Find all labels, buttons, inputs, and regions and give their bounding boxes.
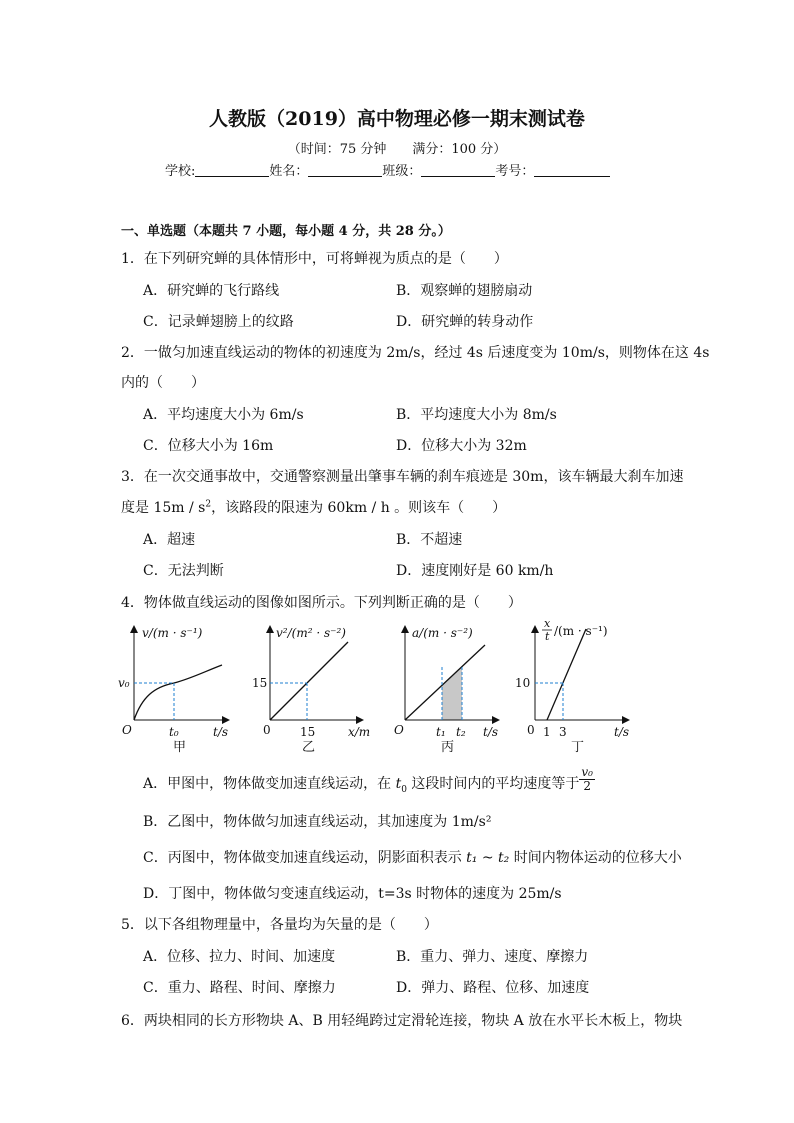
graph-ding-ylabel-unit: /(m · s⁻¹) — [554, 624, 608, 638]
question-3-stem-line2 — [121, 497, 506, 517]
graph-ding-ytick: 10 — [515, 676, 531, 690]
section-heading: 一、单选题（本题共 7 小题，每小题 4 分，共 28 分。） — [121, 224, 451, 239]
name-label: 姓名： — [269, 164, 309, 179]
graph-yi-xlabel: x/m — [348, 725, 371, 739]
student-info-row — [165, 160, 610, 179]
q3-option-c[interactable]: C．无法判断 — [143, 563, 224, 579]
graph-bing-xlabel: t/s — [483, 725, 499, 739]
graph-bing-origin: O — [394, 723, 404, 737]
graph-ding-ylabel-den: t — [545, 630, 550, 643]
graph-jia-xtick: t₀ — [169, 725, 179, 739]
q4-option-a-frac-den: 2 — [583, 778, 591, 793]
question-6-stem: 6．两块相同的长方形物块 A、B 用轻绳跨过定滑轮连接，物块 A 放在水平长木板上，物块 — [121, 1013, 683, 1029]
graph-jia-xlabel: t/s — [213, 725, 229, 739]
q4-option-a-t: t — [395, 776, 402, 792]
graph-bing-caption: 丙 — [441, 740, 455, 755]
graph-jia-caption: 甲 — [173, 740, 187, 755]
graph-bing-xtick-t2: t₂ — [456, 725, 466, 739]
graph-ding-origin: 0 — [527, 723, 535, 737]
q1-option-d[interactable]: D．研究蝉的转身动作 — [396, 314, 534, 330]
q2-option-b[interactable]: B．平均速度大小为 8m/s — [396, 407, 557, 423]
q3-option-d[interactable]: D．速度刚好是 60 km/h — [396, 563, 554, 579]
q4-option-c-text-pre: C．丙图中，物体做变加速直线运动，阴影面积表示 — [143, 850, 467, 866]
q3-speed-limit: ，该路段的限速为 60km / h 。则该车（ ） — [211, 500, 507, 516]
graph-ding-ylabel-num: x — [544, 617, 551, 630]
graph-bing-xtick-t1: t₁ — [436, 725, 446, 739]
class-label: 班级： — [382, 164, 422, 179]
school-blank[interactable] — [195, 163, 269, 177]
graph-ding-xlabel: t/s — [614, 725, 630, 739]
q4-option-c-range: t₁ ~ t₂ — [466, 850, 510, 866]
graph-ding-xtick3: 3 — [559, 725, 567, 739]
q2-option-d[interactable]: D．位移大小为 32m — [396, 438, 527, 454]
q4-option-a-text-pre: A．甲图中，物体做变加速直线运动，在 — [143, 776, 396, 792]
graph-bing-shaded-area — [442, 667, 462, 720]
graph-yi-ylabel: v²/(m² · s⁻²) — [276, 626, 346, 640]
graph-jia-curve — [134, 665, 222, 720]
graph-yi-ytick: 15 — [252, 676, 268, 690]
exam-subtitle: （时间：75 分钟 满分：100 分） — [287, 142, 507, 157]
q3-decel-value: 度是 15m / s — [121, 500, 206, 516]
school-label: 学校: — [165, 164, 196, 179]
question-1-stem: 1．在下列研究蝉的具体情形中，可将蝉视为质点的是（ ） — [121, 251, 508, 267]
graph-jia — [118, 626, 228, 755]
class-blank[interactable] — [421, 163, 495, 177]
question-2-stem-line1: 2．一做匀加速直线运动的物体的初速度为 2m/s，经过 4s 后速度变为 10m/s，则物体在这 4s — [121, 345, 710, 361]
q3-option-a[interactable]: A．超速 — [143, 532, 196, 548]
q4-graphs-figure — [110, 615, 650, 760]
q4-option-c[interactable] — [143, 847, 682, 867]
graph-jia-ytick: v₀ — [118, 676, 130, 690]
q1-option-b[interactable]: B．观察蝉的翅膀扇动 — [396, 283, 533, 299]
q1-option-c[interactable]: C．记录蝉翅膀上的纹路 — [143, 314, 294, 330]
graph-yi-caption: 乙 — [302, 740, 316, 755]
graph-ding-caption: 丁 — [571, 740, 585, 755]
q1-option-a[interactable]: A．研究蝉的飞行路线 — [143, 283, 280, 299]
graph-bing — [394, 626, 498, 755]
q4-option-d[interactable]: D．丁图中，物体做匀变速直线运动，t=3s 时物体的速度为 25m/s — [143, 886, 562, 902]
q2-option-a[interactable]: A．平均速度大小为 6m/s — [143, 407, 304, 423]
question-2-stem-line2: 内的（ ） — [121, 375, 205, 391]
q4-option-a-t-sub: 0 — [401, 784, 407, 795]
exam-no-blank[interactable] — [534, 163, 610, 177]
name-blank[interactable] — [308, 163, 382, 177]
graph-yi-xtick: 15 — [300, 725, 316, 739]
graph-yi — [252, 626, 370, 755]
graph-yi-line — [270, 642, 348, 720]
q4-option-a[interactable] — [143, 764, 595, 795]
question-4-stem: 4．物体做直线运动的图像如图所示。下列判断正确的是（ ） — [121, 595, 522, 611]
question-5-stem: 5．以下各组物理量中，各量均为矢量的是（ ） — [121, 917, 438, 933]
q4-option-a-frac-num: v₀ — [581, 764, 593, 779]
q5-option-c[interactable]: C．重力、路程、时间、摩擦力 — [143, 980, 336, 996]
graph-ding — [515, 617, 629, 755]
q2-option-c[interactable]: C．位移大小为 16m — [143, 438, 274, 454]
exam-no-label: 考号： — [495, 164, 535, 179]
q4-option-c-text-post: 时间内物体运动的位移大小 — [509, 850, 682, 866]
q4-option-a-text-post: 这段时间内的平均速度等于 — [406, 776, 580, 792]
graph-ding-line — [547, 629, 586, 720]
graph-jia-ylabel: v/(m · s⁻¹) — [142, 626, 203, 640]
q4-option-a-fraction — [579, 766, 595, 793]
q4-option-b[interactable]: B．乙图中，物体做匀加速直线运动，其加速度为 1m/s² — [143, 814, 492, 830]
page-title: 人教版（2019）高中物理必修一期末测试卷 — [209, 108, 585, 130]
graph-jia-origin: O — [122, 723, 132, 737]
graph-bing-ylabel: a/(m · s⁻²) — [412, 626, 473, 640]
graph-yi-origin: 0 — [263, 723, 271, 737]
question-3-stem-line1: 3．在一次交通事故中，交通警察测量出肇事车辆的刹车痕迹是 30m，该车辆最大刹车加速 — [121, 469, 684, 485]
q3-decel-exponent: 2 — [205, 499, 212, 510]
graph-ding-xtick1: 1 — [543, 725, 551, 739]
q5-option-b[interactable]: B．重力、弹力、速度、摩擦力 — [396, 949, 589, 965]
q5-option-d[interactable]: D．弹力、路程、位移、加速度 — [396, 980, 590, 996]
q3-option-b[interactable]: B．不超速 — [396, 532, 463, 548]
q5-option-a[interactable]: A．位移、拉力、时间、加速度 — [143, 949, 336, 965]
